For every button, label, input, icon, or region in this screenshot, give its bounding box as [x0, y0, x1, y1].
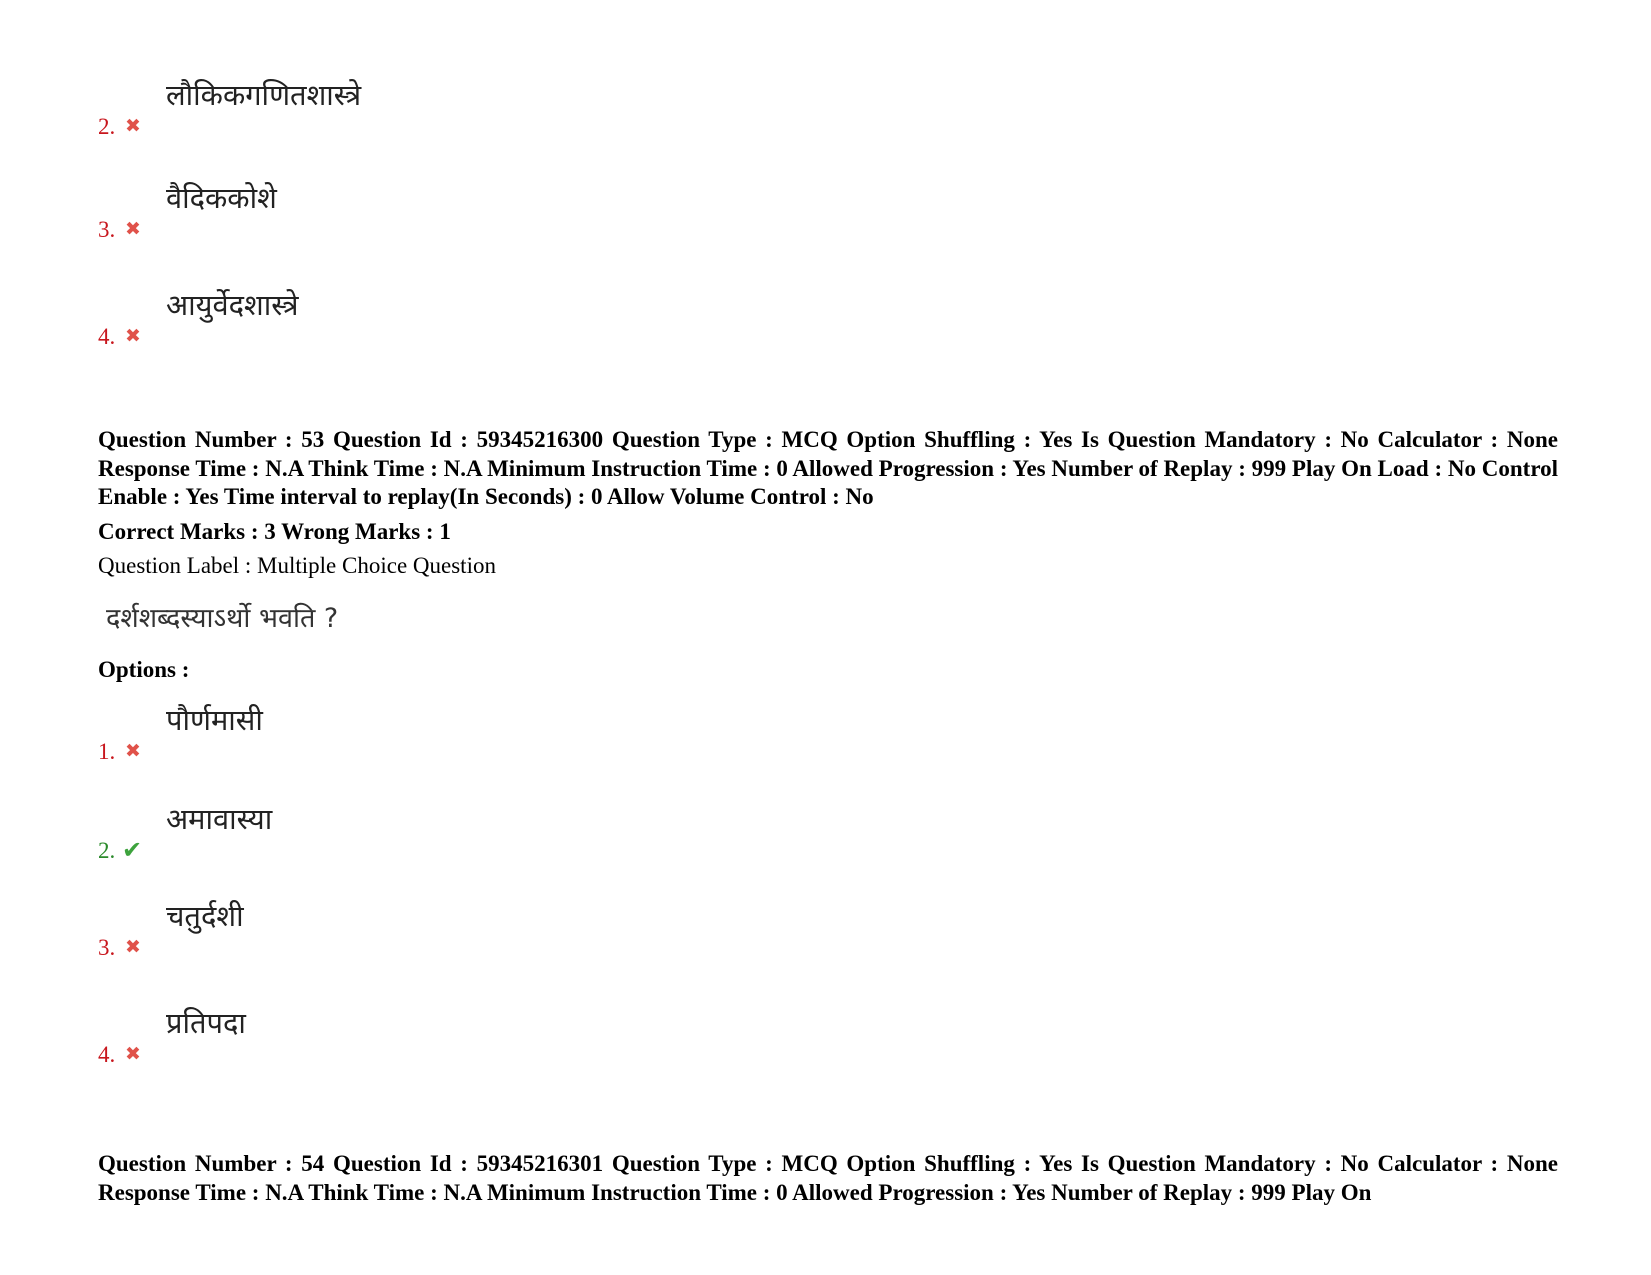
marks-info: Correct Marks : 3 Wrong Marks : 1	[98, 519, 451, 544]
cross-icon: ✖	[125, 218, 141, 240]
option-text: वैदिककोशे	[166, 181, 277, 215]
cross-icon: ✖	[125, 325, 141, 347]
option-number: 3.	[98, 935, 116, 960]
cross-icon: ✖	[125, 740, 141, 762]
cross-icon: ✖	[125, 936, 141, 958]
option-text: पौर्णमासी	[166, 703, 263, 737]
option-text: प्रतिपदा	[166, 1006, 246, 1040]
options-heading: Options :	[98, 657, 190, 682]
option-text: चतुर्दशी	[166, 899, 244, 933]
option-text: आयुर्वेदशास्त्रे	[166, 288, 299, 322]
option-text: अमावास्या	[166, 802, 273, 836]
option-text: लौकिकगणितशास्त्रे	[166, 78, 362, 112]
cross-icon: ✖	[125, 115, 141, 137]
cross-icon: ✖	[125, 1043, 141, 1065]
question-label: Question Label : Multiple Choice Question	[98, 553, 496, 578]
question-metadata: Question Number : 53 Question Id : 59345216300 Question Type : MCQ Option Shuffling : Yes Is Question Mandatory : No Calculator : None Response Time : N.A Think Time : N.A Minimum Instruction Time : 0 Allowed Progression : Yes Number of Replay : 999 Play On Load : No Control Enable : Yes Time interval to replay(In Seconds) : 0 Allow Volume Control : No	[98, 427, 1558, 509]
option-number: 4.	[98, 1042, 116, 1067]
question-text: दर्शशब्दस्याऽर्थो भवति ?	[106, 603, 339, 634]
option-number: 2.	[98, 114, 116, 139]
question-metadata: Question Number : 54 Question Id : 59345216301 Question Type : MCQ Option Shuffling : Yes Is Question Mandatory : No Calculator : None Response Time : N.A Think Time : N.A Minimum Instruction Time : 0 Allowed Progression : Yes Number of Replay : 999 Play On	[98, 1151, 1558, 1205]
option-number: 2.	[98, 838, 116, 863]
option-number: 1.	[98, 739, 116, 764]
option-number: 3.	[98, 217, 116, 242]
check-icon: ✔	[122, 836, 143, 864]
option-number: 4.	[98, 324, 116, 349]
